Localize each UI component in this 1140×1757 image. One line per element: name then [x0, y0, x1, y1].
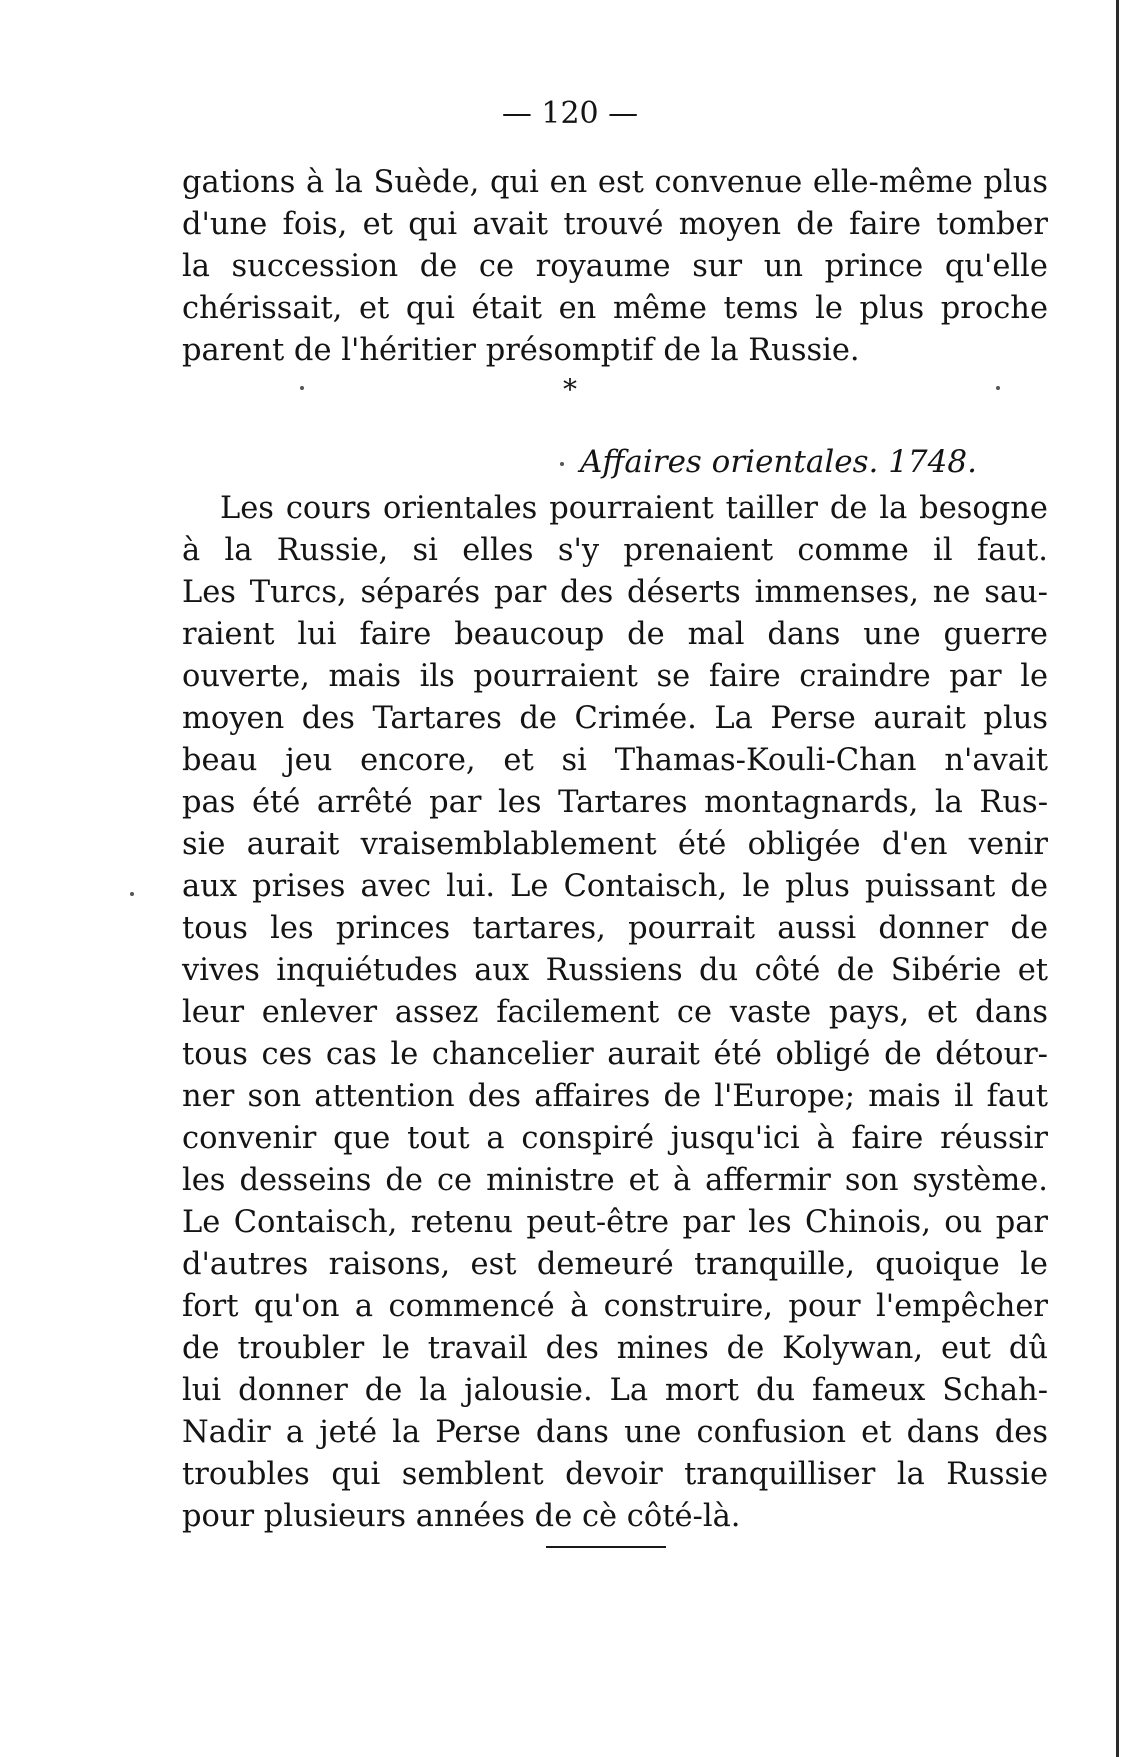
print-speck	[560, 462, 564, 466]
text-line: chérissait, et qui était en même tems le plus proche	[182, 291, 1048, 326]
text-line: d'autres raisons, est demeuré tranquille, quoique le	[182, 1247, 1048, 1282]
text-line: Nadir a jeté la Perse dans une confusion et dans des	[182, 1415, 1048, 1450]
text-line: beau jeu encore, et si Thamas-Kouli-Chan n'avait	[182, 743, 1048, 778]
text-line: sie aurait vraisemblablement été obligée d'en venir	[182, 827, 1048, 862]
text-line: les desseins de ce ministre et à affermir son système.	[182, 1163, 1048, 1198]
text-line: ner son attention des affaires de l'Europe; mais il faut	[182, 1079, 1048, 1114]
text-line: fort qu'on a commencé à construire, pour l'empêcher	[182, 1289, 1048, 1324]
text-line: raient lui faire beaucoup de mal dans une guerre	[182, 617, 1048, 652]
text-line: aux prises avec lui. Le Contaisch, le plus puissant de	[182, 869, 1048, 904]
text-line: la succession de ce royaume sur un prince qu'elle	[182, 249, 1048, 284]
print-speck	[300, 386, 304, 390]
text-line: de troubler le travail des mines de Kolywan, eut dû	[182, 1331, 1048, 1366]
text-line: moyen des Tartares de Crimée. La Perse aurait plus	[182, 701, 1048, 736]
text-line: leur enlever assez facilement ce vaste pays, et dans	[182, 995, 1048, 1030]
print-speck	[996, 386, 1000, 390]
section-separator: *	[563, 373, 577, 406]
section-heading: Affaires orientales. 1748.	[580, 444, 977, 480]
text-line: vives inquiétudes aux Russiens du côté de Sibérie et	[182, 953, 1048, 988]
page-number: — 120 —	[501, 96, 639, 131]
text-line: Le Contaisch, retenu peut-être par les Chinois, ou par	[182, 1205, 1048, 1240]
text-line: tous les princes tartares, pourrait aussi donner de	[182, 911, 1048, 946]
text-line: ouverte, mais ils pourraient se faire craindre par le	[182, 659, 1048, 694]
text-line: lui donner de la jalousie. La mort du fameux Schah-	[182, 1373, 1048, 1408]
text-line: à la Russie, si elles s'y prenaient comme il faut.	[182, 533, 1048, 568]
text-line: pas été arrêté par les Tartares montagnards, la Rus-	[182, 785, 1048, 820]
text-line: Les cours orientales pourraient tailler de la besogne	[220, 491, 1048, 526]
text-line: convenir que tout a conspiré jusqu'ici à faire réussir	[182, 1121, 1048, 1156]
text-line: parent de l'héritier présomptif de la Russie.	[182, 333, 860, 368]
text-line: troubles qui semblent devoir tranquilliser la Russie	[182, 1457, 1048, 1492]
paragraph-continuation	[182, 162, 1048, 372]
end-rule	[546, 1546, 666, 1548]
text-line: Les Turcs, séparés par des déserts immenses, ne sau-	[182, 575, 1048, 610]
page-edge	[1116, 0, 1119, 1757]
text-line: gations à la Suède, qui en est convenue elle-même plus	[182, 165, 1048, 200]
print-speck	[130, 892, 134, 896]
text-line: tous ces cas le chancelier aurait été obligé de détour-	[182, 1037, 1048, 1072]
text-line: pour plusieurs années de cè côté-là.	[182, 1499, 741, 1534]
text-line: d'une fois, et qui avait trouvé moyen de faire tomber	[182, 207, 1048, 242]
paragraph-affaires-orientales	[182, 488, 1048, 1538]
